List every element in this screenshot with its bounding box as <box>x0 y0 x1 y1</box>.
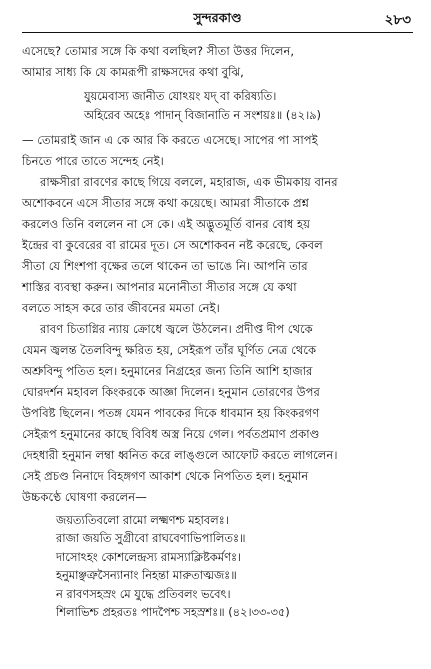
paragraph-3 <box>22 172 413 319</box>
text-line: দেহধারী হনুমান লম্বা ধ্বনিত করে লাঙ্গুলে আফোট করতে লাগলেন। <box>22 448 338 462</box>
page-number: ২৮৩ <box>384 12 411 28</box>
verse-line: রাজা জয়তি সুগ্রীবো রাঘবেণাভিপালিতঃ॥ <box>56 531 246 546</box>
text-line: যেমন জ্বলন্ত তৈলবিন্দু ক্ষরিত হয়, সেইরূপ তাঁর ঘূর্ণিত নেত্র থেকে <box>22 343 317 357</box>
verse-line: যুয়মেবাস্য জানীত যোঽয়ং যদ্ বা করিষ্যতি। <box>84 89 277 103</box>
text-line: করলেও তিনি বললেন না সে কে। এই অদ্ভুতমূর্তি বানর বোধ হয় <box>22 217 310 231</box>
verse-line: দাসোঽহং কোশলেন্দ্রস্য রামস্যাক্লিষ্টকর্মণঃ। <box>56 549 242 564</box>
text-line: বলতে সাহস করে তার জীবনের মমতা নেই। <box>22 301 220 315</box>
header-rule <box>22 32 413 33</box>
verse-block-2 <box>56 511 413 621</box>
text-line: অশোকবনে এসে সীতার সঙ্গে কথা কয়েছে। আমরা সীতাকে প্রশ্ন <box>22 196 309 210</box>
book-page <box>0 8 431 669</box>
paragraph-4 <box>22 319 413 508</box>
text-line: চিনতে পারে তাতে সন্দেহ নেই। <box>22 154 164 168</box>
text-line: সীতা যে শিংশপা বৃক্ষের তলে থাকেন তা ভাঙে নি। আপনি তার <box>22 259 308 273</box>
text-line: রাবণ চিতাগ্নির ন্যায় ক্রোধে জ্বলে উঠলেন। প্রদীপ্ত দীপ থেকে <box>40 322 313 336</box>
text-line: ইন্দ্রের বা কুবেরের বা রামের দূত। সে অশোকবন নষ্ট করেছে, কেবল <box>22 238 323 252</box>
text-line: এসেছে? তোমার সঙ্গে কি কথা বলছিল? সীতা উত্তর দিলেন, <box>22 44 295 58</box>
text-line: অশ্রুবিন্দু পতিত হল। হনুমানের নিগ্রহের জন্য তিনি আশি হাজার <box>22 364 313 378</box>
verse-line: ন রাবণসহস্রং মে যুদ্ধে প্রতিবলং ভবেৎ। <box>56 586 231 601</box>
verse-line: হনুমাঞ্ছত্রুসৈন্যানাং নিহন্তা মারুতাত্মজঃ॥ <box>56 568 237 583</box>
text-line: রাক্ষসীরা রাবণের কাছে গিয়ে বললে, মহারাজ, এক ভীমকায় বানর <box>40 175 338 189</box>
text-line: ঘোরদর্শন মহাবল কিংকরকে আজ্ঞা দিলেন। হনুমান তোরণের উপর <box>22 385 320 399</box>
verse-line: জয়ত্যতিবলো রামো লক্ষ্মণশ্চ মহাবলঃ। <box>56 513 229 527</box>
running-title: সুন্দরকাণ্ড <box>193 10 242 25</box>
text-line: উচ্চকণ্ঠে ঘোষণা করলেন— <box>22 490 147 504</box>
verse-block-1 <box>84 87 413 124</box>
paragraph-1 <box>22 41 413 83</box>
text-line: আমার সাধ্য কি যে কামরূপী রাক্ষসদের কথা বুঝি, <box>22 65 244 79</box>
paragraph-2 <box>22 130 413 172</box>
text-line: উপবিষ্ট ছিলেন। পতঙ্গ যেমন পাবকের দিকে ধাবমান হয় কিংকরগণ <box>22 406 320 420</box>
text-line: সেই প্রচণ্ড নিনাদে বিহঙ্গগণ আকাশ থেকে নিপতিত হল। হনুমান <box>22 469 309 483</box>
text-line: — তোমরাই জান এ কে আর কি করতে এসেছে। সাপের পা সাপই <box>22 133 318 147</box>
page-header <box>22 8 413 32</box>
verse-line: অহিরেব অহেঃ পাদান্ বিজানাতি ন সংশয়ঃ॥ (৪২।৯) <box>84 107 321 122</box>
text-line: শাস্তির ব্যবস্থা করুন। আপনার মনোনীতা সীতার সঙ্গে যে কথা <box>22 280 297 294</box>
text-line: সেইরূপ হনুমানের কাছে বিবিধ অস্ত্র নিয়ে গেল। পর্বতপ্রমাণ প্রকাণ্ড <box>22 427 320 441</box>
verse-line: শিলাভিশ্চ প্রহরতঃ পাদপৈশ্চ সহস্রশঃ॥ (৪২।৩৩-৩৫) <box>56 605 290 620</box>
